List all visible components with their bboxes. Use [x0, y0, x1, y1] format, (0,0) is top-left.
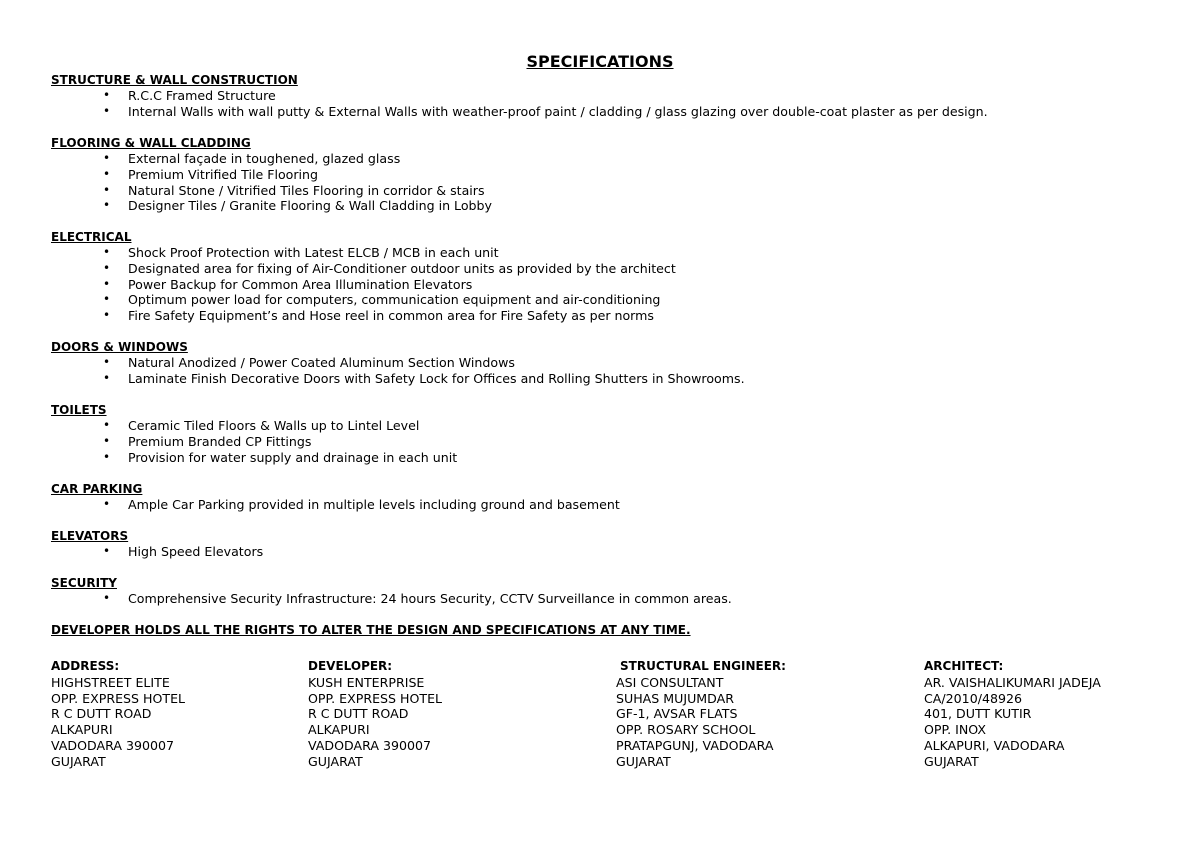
spec-list	[51, 245, 676, 324]
developer-heading: DEVELOPER:	[308, 659, 393, 673]
developer-block	[308, 659, 442, 770]
structural-engineer-line: OPP. ROSARY SCHOOL	[616, 722, 756, 738]
structural-engineer-heading: STRUCTURAL ENGINEER:	[620, 659, 786, 673]
spec-list	[51, 355, 745, 387]
list-item: • R.C.C Framed Structure	[51, 88, 988, 104]
section-heading: FLOORING & WALL CLADDING	[51, 136, 251, 150]
list-item: • High Speed Elevators	[51, 544, 263, 560]
section-structure	[51, 72, 988, 120]
section-heading: CAR PARKING	[51, 482, 143, 496]
developer-line: VADODARA 390007	[308, 737, 432, 753]
structural-engineer-line: GF-1, AVSAR FLATS	[616, 706, 738, 722]
spec-list	[51, 497, 620, 513]
section-heading: DOORS & WINDOWS	[51, 340, 188, 354]
structural-engineer-line: SUHAS MUJUMDAR	[616, 690, 735, 706]
list-item: • Shock Proof Protection with Latest ELCB / MCB in each unit	[51, 245, 676, 261]
section-heading: ELECTRICAL	[51, 230, 132, 244]
architect-heading: ARCHITECT:	[924, 659, 1004, 673]
developer-line: ALKAPURI	[308, 722, 370, 738]
list-item: • External façade in toughened, glazed glass	[51, 151, 492, 167]
section-flooring	[51, 135, 492, 214]
spec-list	[51, 418, 457, 465]
section-heading: STRUCTURE & WALL CONSTRUCTION	[51, 73, 298, 87]
page-title: SPECIFICATIONS	[526, 52, 674, 71]
architect-line: ALKAPURI, VADODARA	[924, 737, 1065, 753]
structural-engineer-block	[616, 659, 786, 770]
list-item: • Internal Walls with wall putty & External Walls with weather-proof paint / cladding / glass glazing over double-coat plaster as per design.	[51, 104, 988, 120]
list-item: • Ample Car Parking provided in multiple levels including ground and basement	[51, 497, 620, 513]
structural-engineer-line: ASI CONSULTANT	[616, 674, 724, 690]
spec-list	[51, 88, 988, 120]
spec-list	[51, 151, 492, 214]
address-line: R C DUTT ROAD	[51, 706, 152, 722]
list-item: • Power Backup for Common Area Illumination Elevators	[51, 277, 676, 293]
list-item: • Natural Stone / Vitrified Tiles Flooring in corridor & stairs	[51, 183, 492, 199]
list-item: • Laminate Finish Decorative Doors with Safety Lock for Offices and Rolling Shutters in Showrooms.	[51, 371, 745, 387]
rights-notice: DEVELOPER HOLDS ALL THE RIGHTS TO ALTER THE DESIGN AND SPECIFICATIONS AT ANY TIME.	[51, 623, 691, 637]
structural-engineer-line: GUJARAT	[616, 753, 671, 769]
section-car-parking	[51, 481, 620, 513]
section-heading: TOILETS	[51, 403, 107, 417]
list-item: • Natural Anodized / Power Coated Aluminum Section Windows	[51, 355, 745, 371]
address-line: VADODARA 390007	[51, 737, 175, 753]
section-heading: SECURITY	[51, 576, 117, 590]
section-toilets	[51, 402, 457, 465]
spec-list	[51, 591, 732, 607]
address-heading: ADDRESS:	[51, 659, 120, 673]
address-line: GUJARAT	[51, 753, 106, 769]
developer-line: OPP. EXPRESS HOTEL	[308, 690, 443, 706]
address-line: HIGHSTREET ELITE	[51, 674, 170, 690]
list-item: • Ceramic Tiled Floors & Walls up to Lintel Level	[51, 418, 457, 434]
section-doors-windows	[51, 339, 745, 387]
address-block	[51, 659, 185, 770]
developer-line: R C DUTT ROAD	[308, 706, 409, 722]
list-item: • Fire Safety Equipment’s and Hose reel in common area for Fire Safety as per norms	[51, 308, 676, 324]
list-item: • Comprehensive Security Infrastructure: 24 hours Security, CCTV Surveillance in common areas.	[51, 591, 732, 607]
list-item: • Designated area for fixing of Air-Conditioner outdoor units as provided by the architect	[51, 261, 676, 277]
architect-line: AR. VAISHALIKUMARI JADEJA	[924, 674, 1101, 690]
section-elevators	[51, 528, 263, 560]
address-line: ALKAPURI	[51, 722, 113, 738]
list-item: • Designer Tiles / Granite Flooring & Wall Cladding in Lobby	[51, 198, 492, 214]
architect-line: GUJARAT	[924, 753, 979, 769]
list-item: • Provision for water supply and drainage in each unit	[51, 450, 457, 466]
developer-line: KUSH ENTERPRISE	[308, 674, 425, 690]
architect-line: CA/2010/48926	[924, 690, 1023, 706]
architect-line: 401, DUTT KUTIR	[924, 706, 1032, 722]
architect-line: OPP. INOX	[924, 722, 987, 738]
address-line: OPP. EXPRESS HOTEL	[51, 690, 186, 706]
section-heading: ELEVATORS	[51, 529, 129, 543]
structural-engineer-line: PRATAPGUNJ, VADODARA	[616, 737, 774, 753]
section-electrical	[51, 229, 676, 324]
list-item: • Premium Branded CP Fittings	[51, 434, 457, 450]
architect-block	[924, 659, 1101, 770]
developer-line: GUJARAT	[308, 753, 363, 769]
section-security	[51, 575, 732, 607]
list-item: • Optimum power load for computers, communication equipment and air-conditioning	[51, 292, 676, 308]
list-item: • Premium Vitrified Tile Flooring	[51, 167, 492, 183]
spec-list	[51, 544, 263, 560]
